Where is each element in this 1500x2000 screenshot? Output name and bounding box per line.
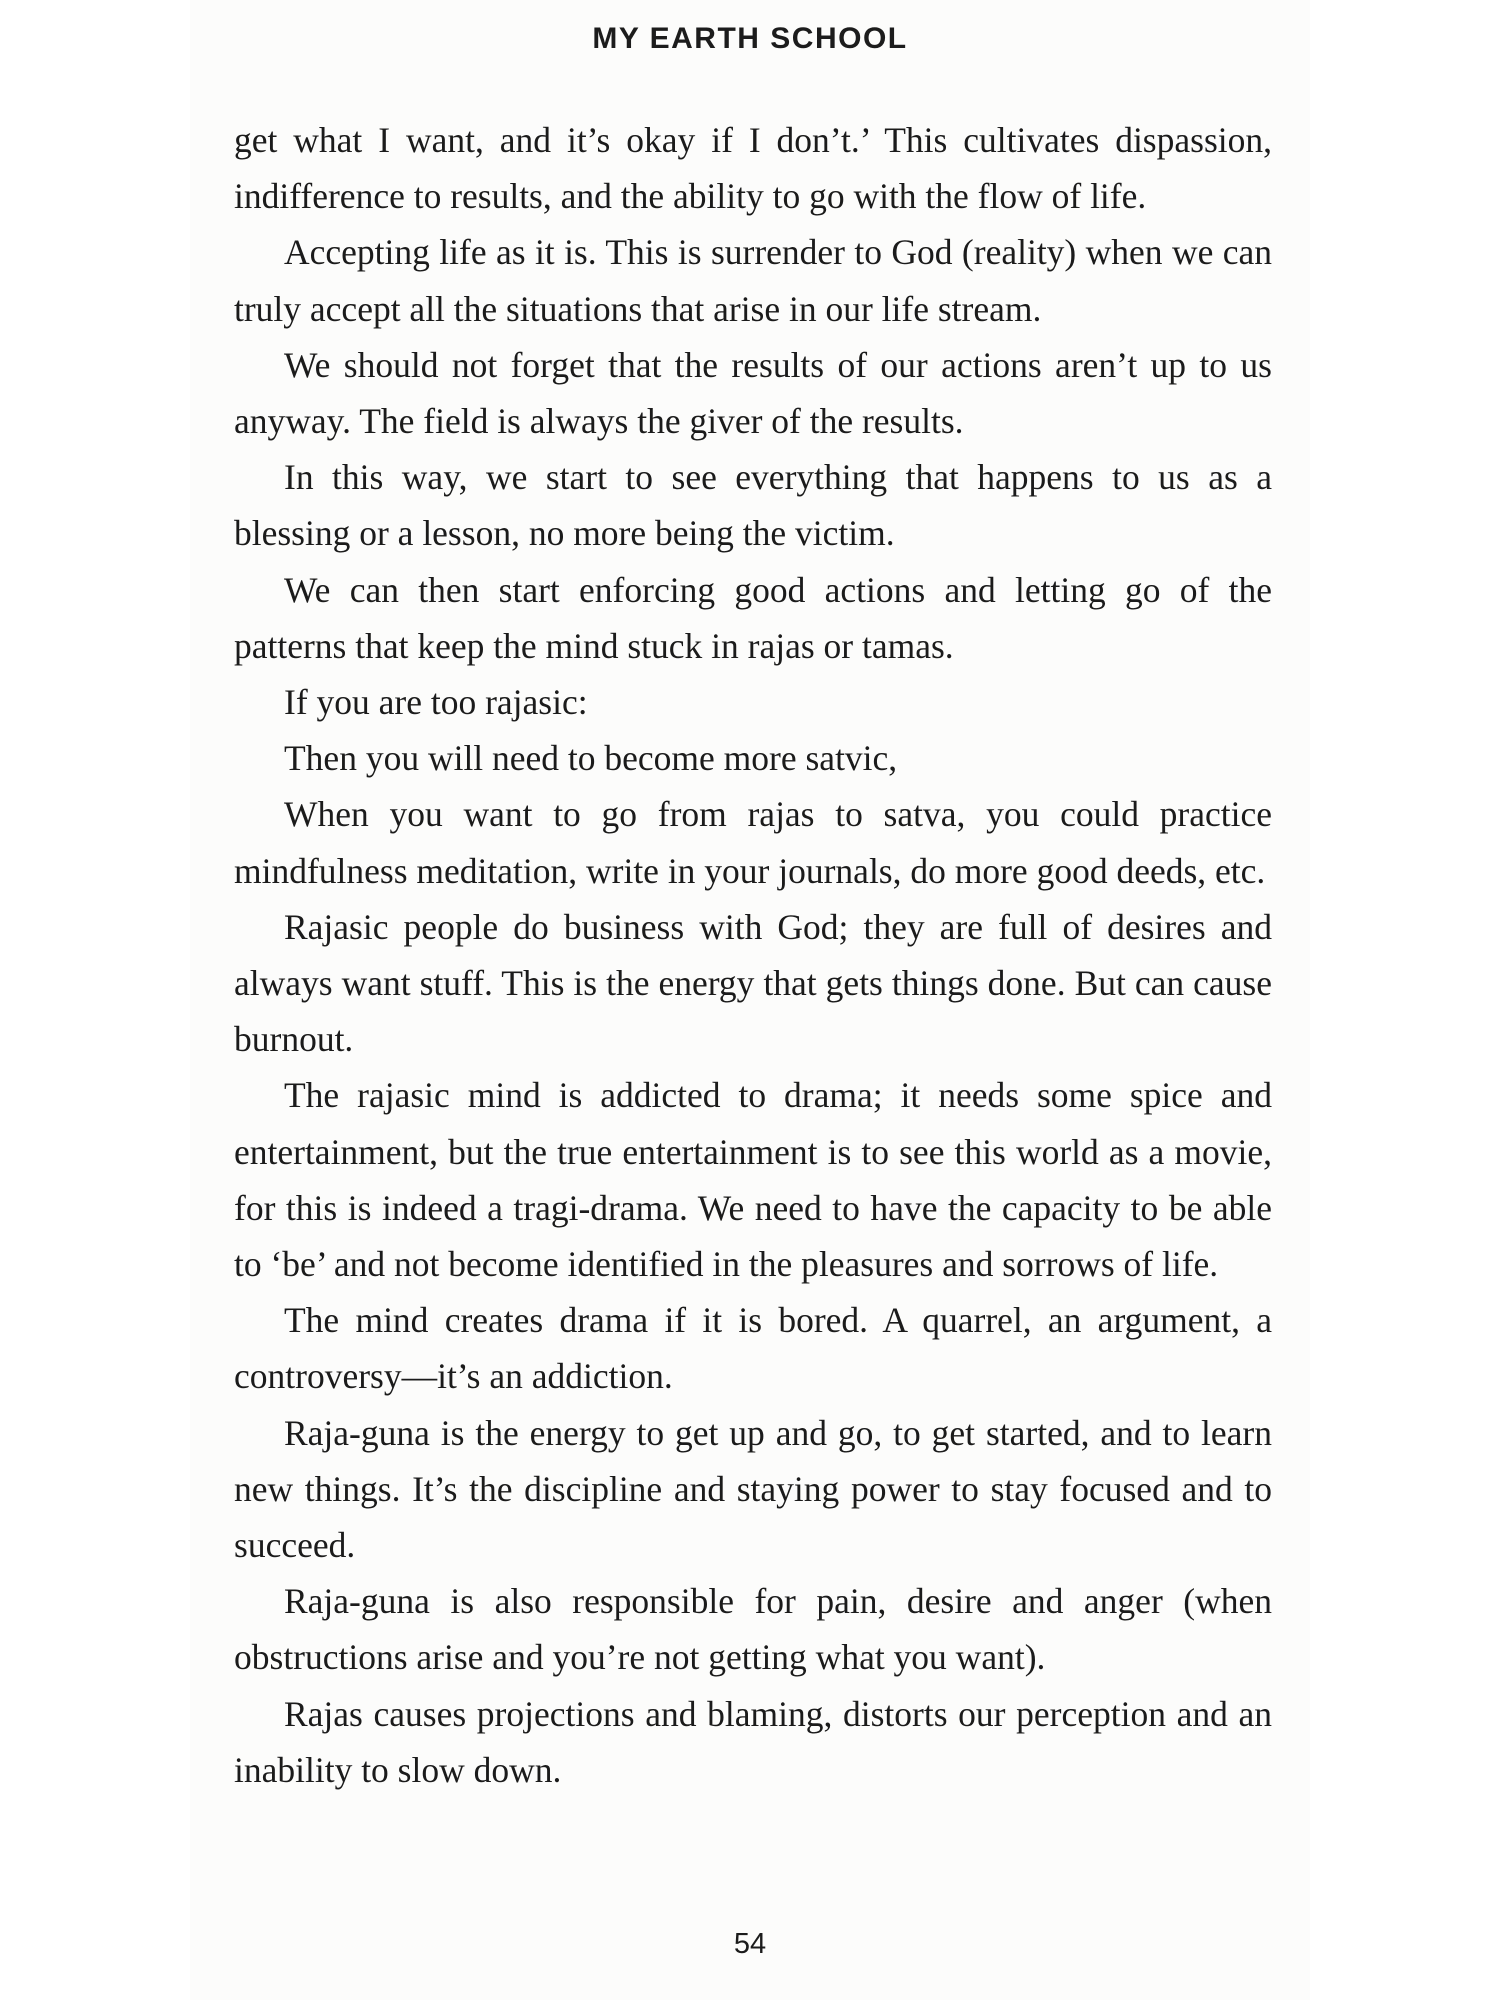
running-head-title: MY EARTH SCHOOL <box>592 22 908 55</box>
paragraph: Raja-guna is also responsible for pain, desire and anger (when obstructions arise and you’re not getting what you want). <box>234 1581 1272 1678</box>
page-number: 54 <box>733 1928 767 1960</box>
paragraph: The mind creates drama if it is bored. A quarrel, an argument, a controversy—it’s an addiction. <box>234 1300 1272 1397</box>
paragraph: In this way, we start to see everything that happens to us as a blessing or a lesson, no more being the victim. <box>234 457 1272 554</box>
paragraph: Rajasic people do business with God; they are full of desires and always want stuff. This is the energy that gets things done. But can cause burnout. <box>234 906 1272 1060</box>
paragraph: get what I want, and it’s okay if I don’t.’ This cultivates dispassion, indifference to results, and the ability to go with the flow of life. <box>234 120 1272 217</box>
paragraph: When you want to go from rajas to satva, you could practice mindfulness meditation, write in your journals, do more good deeds, etc. <box>234 794 1272 891</box>
paragraph: Accepting life as it is. This is surrender to God (reality) when we can truly accept all the situations that arise in our life stream. <box>234 232 1272 329</box>
body-text <box>234 112 1272 1798</box>
paragraph: If you are too rajasic: <box>284 682 588 723</box>
paragraph: Rajas causes projections and blaming, distorts our perception and an inability to slow down. <box>234 1693 1272 1790</box>
paragraph: We should not forget that the results of our actions aren’t up to us anyway. The field is always the giver of the results. <box>234 344 1272 442</box>
book-page <box>190 0 1310 2000</box>
paragraph: Raja-guna is the energy to get up and go, to get started, and to learn new things. It’s the discipline and staying power to stay focused and to succeed. <box>234 1412 1272 1566</box>
paragraph: We can then start enforcing good actions and letting go of the patterns that keep the mind stuck in rajas or tamas. <box>234 569 1272 666</box>
paragraph: Then you will need to become more satvic, <box>284 738 898 779</box>
paragraph: The rajasic mind is addicted to drama; it needs some spice and entertainment, but the true entertainment is to see this world as a movie, for this is indeed a tragi-drama. We need to have the capacity to be able to ‘be’ and not become identified in the pleasures and sorrows of life. <box>234 1075 1272 1285</box>
